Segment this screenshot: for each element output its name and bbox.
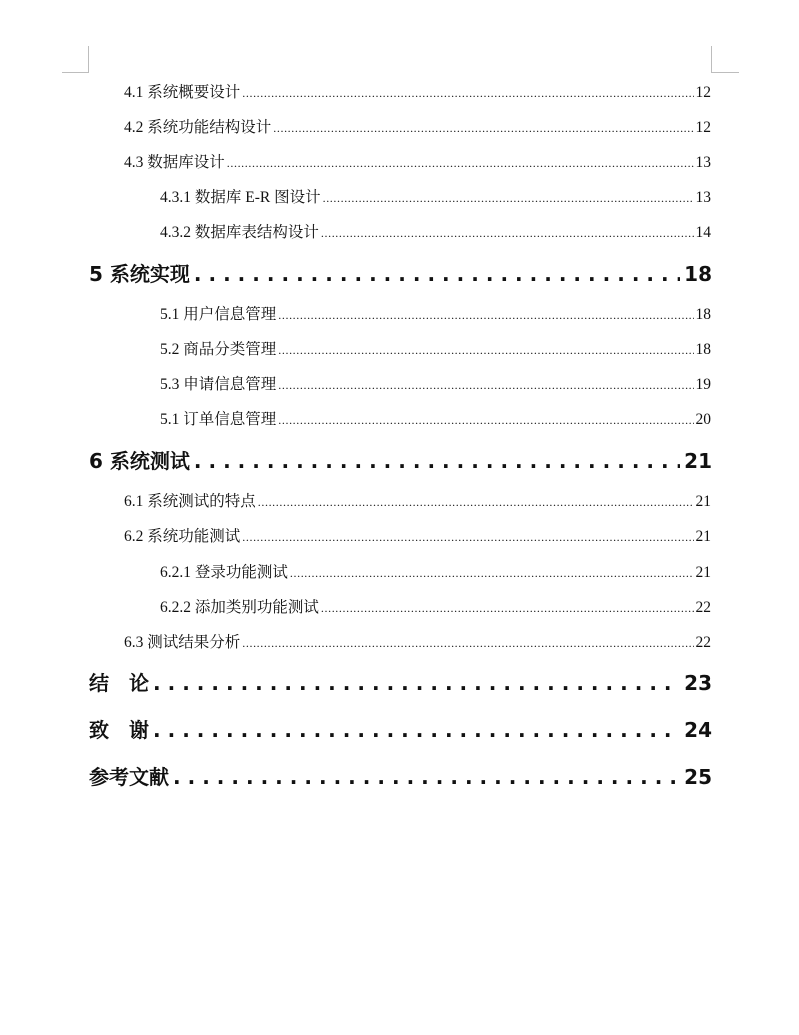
toc-page-number: 21 xyxy=(695,564,711,581)
toc-entry[interactable] xyxy=(160,595,711,617)
toc-page-number: 14 xyxy=(695,224,711,241)
toc-page-number: 23 xyxy=(684,671,712,695)
toc-entry[interactable] xyxy=(160,220,711,242)
toc-page-number: 22 xyxy=(695,634,711,651)
toc-leader-dots xyxy=(258,495,694,510)
toc-page-number: 21 xyxy=(695,493,711,510)
toc-page-number: 21 xyxy=(695,528,711,545)
toc-page-number: 21 xyxy=(684,449,712,473)
toc-entry-title: 4.3.1 数据库 E-R 图设计 xyxy=(160,189,321,206)
toc-entry-title: 6.2.1 登录功能测试 xyxy=(160,564,288,581)
toc-entry-title: 6.3 测试结果分析 xyxy=(124,634,241,651)
toc-leader-dots xyxy=(242,636,693,651)
toc-entry[interactable] xyxy=(124,524,711,546)
toc-leader-dots xyxy=(173,765,680,789)
toc-entry-title: 5 系统实现 xyxy=(89,262,190,286)
toc-entry[interactable] xyxy=(160,337,711,359)
toc-entry[interactable] xyxy=(89,667,712,696)
toc-page-number: 22 xyxy=(695,599,711,616)
toc-leader-dots xyxy=(278,343,693,358)
toc-page-number: 18 xyxy=(684,262,712,286)
toc-entry[interactable] xyxy=(89,714,712,743)
toc-page-number: 18 xyxy=(695,341,711,358)
toc-leader-dots xyxy=(242,86,693,101)
toc-leader-dots xyxy=(242,530,693,545)
toc-entry-title: 6 系统测试 xyxy=(89,449,190,473)
toc-page-number: 13 xyxy=(695,189,711,206)
toc-entry[interactable] xyxy=(160,185,711,207)
toc-entry-title: 5.1 订单信息管理 xyxy=(160,411,277,428)
toc-entry-title: 5.3 申请信息管理 xyxy=(160,376,277,393)
toc-entry[interactable] xyxy=(124,630,711,652)
toc-leader-dots xyxy=(278,413,693,428)
toc-entry-title: 致 谢 xyxy=(89,718,149,742)
toc-leader-dots xyxy=(153,671,680,695)
toc-leader-dots xyxy=(321,601,694,616)
toc-entry[interactable] xyxy=(124,115,711,137)
toc-entry[interactable] xyxy=(89,761,712,790)
toc-entry[interactable] xyxy=(160,372,711,394)
toc-page-number: 24 xyxy=(684,718,712,742)
toc-page-number: 19 xyxy=(695,376,711,393)
toc-entry[interactable] xyxy=(124,150,711,172)
toc-entry-title: 5.2 商品分类管理 xyxy=(160,341,277,358)
toc-entry[interactable] xyxy=(124,80,711,102)
toc-page-number: 12 xyxy=(695,84,711,101)
toc-leader-dots xyxy=(278,308,693,323)
toc-leader-dots xyxy=(273,121,693,136)
page-corner-mark-top-right xyxy=(711,46,739,73)
toc-page-number: 20 xyxy=(695,411,711,428)
toc-entry[interactable] xyxy=(160,560,711,582)
toc-leader-dots xyxy=(227,156,694,171)
toc-entry-title: 6.2 系统功能测试 xyxy=(124,528,241,545)
toc-leader-dots xyxy=(278,378,693,393)
page-corner-mark-top-left xyxy=(62,46,89,73)
toc-entry[interactable] xyxy=(89,258,712,287)
toc-entry[interactable] xyxy=(160,407,711,429)
toc-entry-title: 6.1 系统测试的特点 xyxy=(124,493,256,510)
toc-entry-title: 4.2 系统功能结构设计 xyxy=(124,119,272,136)
toc-leader-dots xyxy=(153,718,680,742)
toc-leader-dots xyxy=(321,226,694,241)
toc-page-number: 13 xyxy=(695,154,711,171)
toc-entry[interactable] xyxy=(124,489,711,511)
toc-leader-dots xyxy=(194,449,680,473)
toc-page-number: 12 xyxy=(695,119,711,136)
toc-entry[interactable] xyxy=(160,302,711,324)
toc-entry-title: 4.3.2 数据库表结构设计 xyxy=(160,224,319,241)
toc-leader-dots xyxy=(194,262,680,286)
toc-entry-title: 6.2.2 添加类别功能测试 xyxy=(160,599,319,616)
toc-entry-title: 结 论 xyxy=(89,671,149,695)
toc-entry-title: 4.3 数据库设计 xyxy=(124,154,225,171)
toc-leader-dots xyxy=(290,566,694,581)
toc-entry[interactable] xyxy=(89,445,712,474)
toc-page-number: 25 xyxy=(684,765,712,789)
toc-entry-title: 参考文献 xyxy=(89,765,169,789)
toc-page-number: 18 xyxy=(695,306,711,323)
toc-entry-title: 5.1 用户信息管理 xyxy=(160,306,277,323)
toc-entry-title: 4.1 系统概要设计 xyxy=(124,84,241,101)
toc-leader-dots xyxy=(323,191,694,206)
